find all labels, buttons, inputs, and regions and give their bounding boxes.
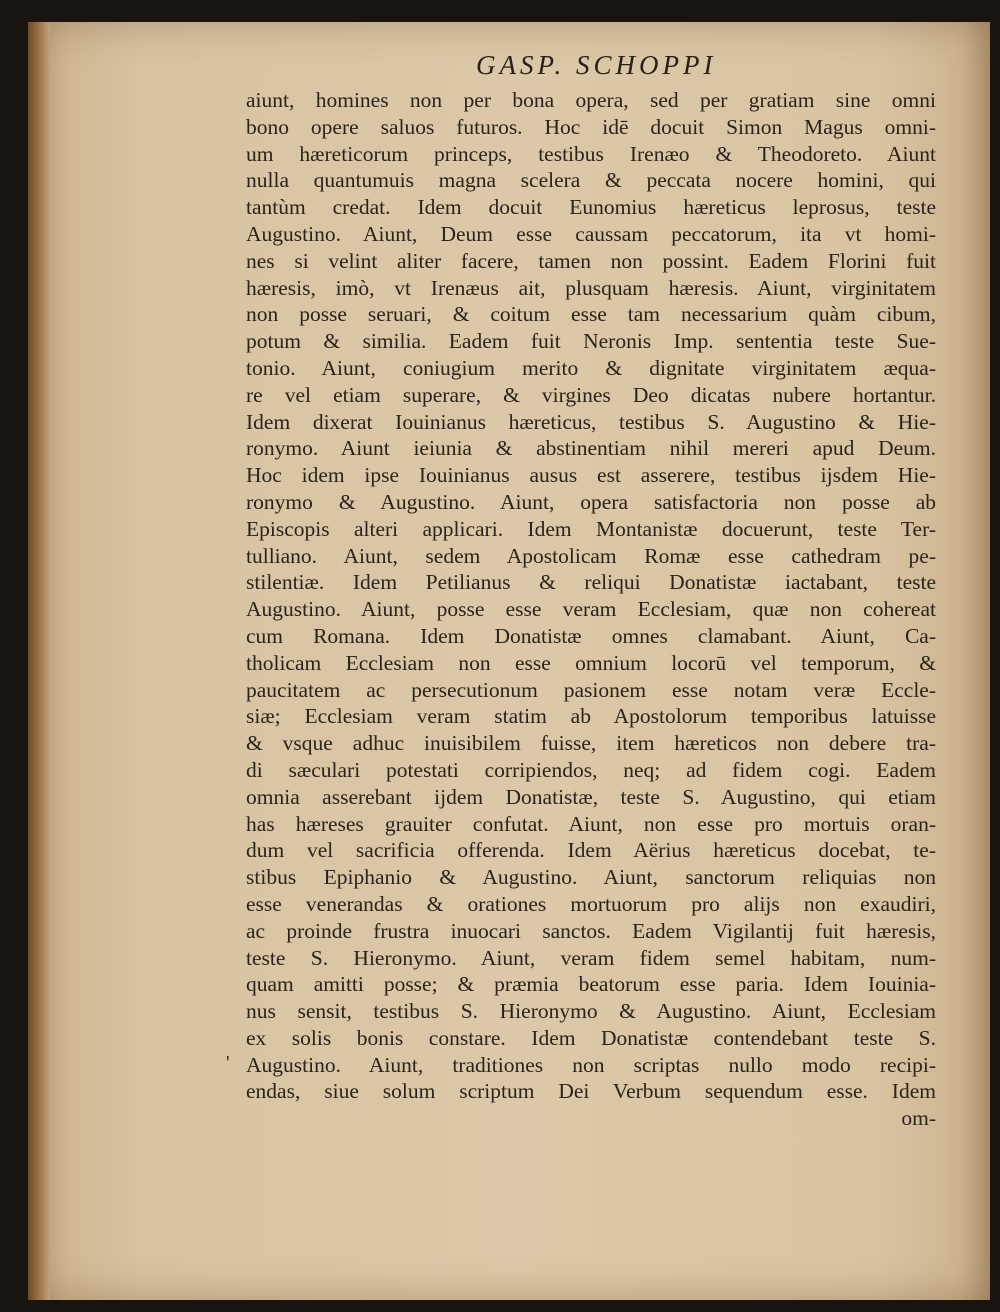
text-line: dum vel sacrificia offerenda. Idem Aërius hæreticus docebat, te-	[246, 838, 936, 863]
text-line: siæ; Ecclesiam veram statim ab Apostolorum temporibus latuisse	[246, 704, 936, 729]
text-line: Augustino. Aiunt, posse esse veram Ecclesiam, quæ non cohereat	[246, 597, 936, 622]
text-line: cum Romana. Idem Donatistæ omnes clamabant. Aiunt, Ca-	[246, 623, 936, 648]
text-line: aiunt, homines non per bona opera, sed per gratiam sine omni	[246, 88, 936, 112]
text-line: endas, siue solum scriptum Dei Verbum sequendum esse. Idem	[246, 1079, 936, 1104]
text-line: has hæreses grauiter confutat. Aiunt, non esse pro mortuis oran-	[246, 811, 936, 836]
text-line: um hæreticorum princeps, testibus Irenæo & Theodoreto. Aiunt	[246, 141, 936, 166]
text-line: esse venerandas & orationes mortuorum pro alijs non exaudiri,	[246, 891, 936, 916]
text-line: nes si velint aliter facere, tamen non possint. Eadem Florini fuit	[246, 248, 936, 273]
text-line: Episcopis alteri applicari. Idem Montanistæ docuerunt, teste Ter-	[246, 516, 936, 541]
text-line: di sæculari potestati corripiendos, neq; ad fidem cogi. Eadem	[246, 757, 936, 782]
text-line: ex solis bonis constare. Idem Donatistæ contendebant teste S.	[246, 1025, 936, 1050]
text-line: & vsque adhuc inuisibilem fuisse, item hæreticos non debere tra-	[246, 731, 936, 756]
body-text	[246, 87, 936, 1132]
text-line: ronymo. Aiunt ieiunia & abstinentiam nihil mereri apud Deum.	[246, 436, 936, 461]
page-gutter-edge	[28, 22, 50, 1300]
margin-annotation-mark: '	[226, 1052, 230, 1074]
running-head: GASP. SCHOPPI	[476, 50, 717, 80]
text-line: omnia asserebant ijdem Donatistæ, teste S. Augustino, qui etiam	[246, 784, 936, 809]
text-line: Hoc idem ipse Iouinianus ausus est asserere, testibus ijsdem Hie-	[246, 463, 936, 488]
text-line: quam amitti posse; & præmia beatorum esse paria. Idem Iouinia-	[246, 972, 936, 997]
text-line: nus sensit, testibus S. Hieronymo & Augustino. Aiunt, Ecclesiam	[246, 999, 936, 1024]
text-line: tholicam Ecclesiam non esse omnium locorū vel temporum, &	[246, 650, 936, 675]
text-line: hæresis, imò, vt Irenæus ait, plusquam hæresis. Aiunt, virginitatem	[246, 275, 936, 300]
text-line: Augustino. Aiunt, Deum esse caussam peccatorum, ita vt homi-	[246, 221, 936, 246]
text-line: Idem dixerat Iouinianus hæreticus, testibus S. Augustino & Hie-	[246, 409, 936, 434]
text-line: teste S. Hieronymo. Aiunt, veram fidem semel habitam, num-	[246, 945, 936, 970]
text-line: ac proinde frustra inuocari sanctos. Eadem Vigilantij fuit hæresis,	[246, 918, 936, 943]
text-line: potum & similia. Eadem fuit Neronis Imp. sententia teste Sue-	[246, 329, 936, 354]
text-line: non posse seruari, & coitum esse tam necessarium quàm cibum,	[246, 302, 936, 327]
text-line: tantùm credat. Idem docuit Eunomius hæreticus leprosus, teste	[246, 195, 936, 220]
text-line: Augustino. Aiunt, traditiones non scriptas nullo modo recipi-	[246, 1052, 936, 1077]
text-line: stilentiæ. Idem Petilianus & reliqui Donatistæ iactabant, teste	[246, 570, 936, 595]
text-line: ronymo & Augustino. Aiunt, opera satisfactoria non posse ab	[246, 489, 936, 514]
text-line: bono opere saluos futuros. Hoc idē docuit Simon Magus omni-	[246, 114, 936, 139]
text-line: nulla quantumuis magna scelera & peccata nocere homini, qui	[246, 168, 936, 193]
text-line: stibus Epiphanio & Augustino. Aiunt, sanctorum reliquias non	[246, 865, 936, 890]
text-line: tonio. Aiunt, coniugium merito & dignitate virginitatem æqua-	[246, 355, 936, 380]
text-line: paucitatem ac persecutionum pasionem esse notam veræ Eccle-	[246, 677, 936, 702]
catchword: om-	[901, 1106, 936, 1131]
text-line: re vel etiam superare, & virgines Deo dicatas nubere hortantur.	[246, 382, 936, 407]
text-line: tulliano. Aiunt, sedem Apostolicam Romæ esse cathedram pe-	[246, 543, 936, 568]
